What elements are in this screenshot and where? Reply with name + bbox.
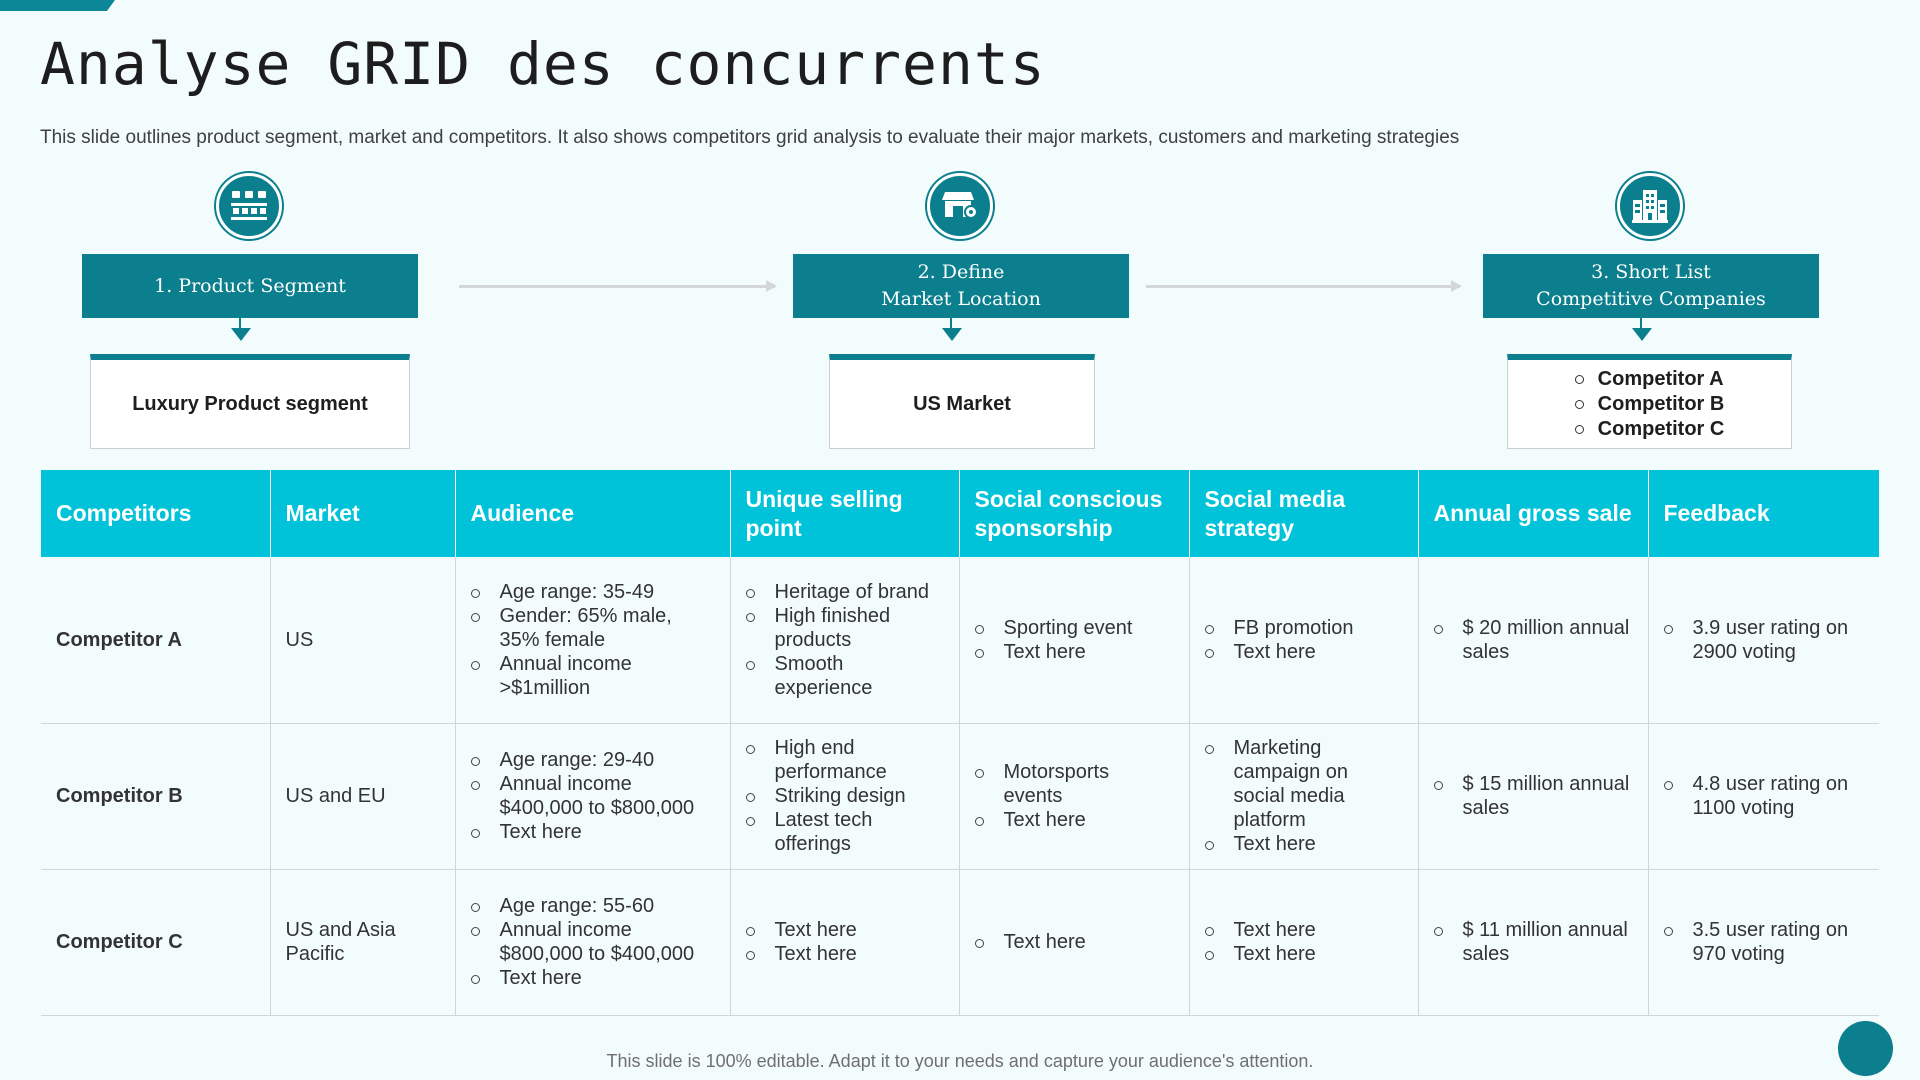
feedback-cell: 4.8 user rating on 1100 voting — [1648, 723, 1879, 869]
usp-cell: High end performance Striking design Latest tech offerings — [730, 723, 959, 869]
table-row — [41, 723, 1879, 869]
competitor-cell: Competitor B — [41, 723, 270, 869]
social-media-cell: Text here Text here — [1189, 869, 1418, 1015]
column-header: Unique selling point — [730, 470, 959, 557]
table-row — [41, 557, 1879, 723]
table-row — [41, 869, 1879, 1015]
market-location-value: US Market — [913, 392, 1011, 415]
audience-cell: Age range: 29-40 Annual income $400,000 to $800,000 Text here — [455, 723, 730, 869]
list-item: Competitor C — [1575, 417, 1725, 442]
corner-accent-bar — [0, 0, 115, 11]
gross-sale-cell: $ 15 million annual sales — [1418, 723, 1648, 869]
table-header-row — [41, 470, 1879, 557]
column-header: Social media strategy — [1189, 470, 1418, 557]
competitor-cell: Competitor C — [41, 869, 270, 1015]
usp-cell: Heritage of brand High finished products Smooth experience — [730, 557, 959, 723]
column-header: Competitors — [41, 470, 270, 557]
competitive-companies-box — [1507, 354, 1792, 449]
market-cell: US — [270, 557, 455, 723]
down-arrow-head — [231, 328, 251, 341]
competitor-grid-table — [41, 470, 1879, 1016]
product-segment-box — [90, 354, 410, 449]
audience-cell: Age range: 35-49 Gender: 65% male, 35% female Annual income >$1million — [455, 557, 730, 723]
market-cell: US and Asia Pacific — [270, 869, 455, 1015]
product-segment-icon — [216, 173, 282, 239]
feedback-cell: 3.5 user rating on 970 voting — [1648, 869, 1879, 1015]
gross-sale-cell: $ 20 million annual sales — [1418, 557, 1648, 723]
step-heading: 2. Define Market Location — [793, 254, 1129, 318]
page-indicator-dot — [1838, 1021, 1893, 1076]
audience-cell: Age range: 55-60 Annual income $800,000 to $400,000 Text here — [455, 869, 730, 1015]
competitor-list — [1575, 367, 1725, 442]
sponsorship-cell: Motorsports events Text here — [959, 723, 1189, 869]
column-header: Annual gross sale — [1418, 470, 1648, 557]
column-header: Social conscious sponsorship — [959, 470, 1189, 557]
flow-arrow-1 — [459, 285, 775, 288]
column-header: Market — [270, 470, 455, 557]
page-title: Analyse GRID des concurrents — [40, 30, 1046, 98]
market-location-box — [829, 354, 1095, 449]
competitor-cell: Competitor A — [41, 557, 270, 723]
list-item: Competitor B — [1575, 392, 1725, 417]
list-item: Competitor A — [1575, 367, 1725, 392]
feedback-cell: 3.9 user rating on 2900 voting — [1648, 557, 1879, 723]
usp-cell: Text here Text here — [730, 869, 959, 1015]
step-heading: 3. Short List Competitive Companies — [1483, 254, 1819, 318]
down-arrow-head — [1632, 328, 1652, 341]
flow-arrow-2 — [1146, 285, 1460, 288]
market-cell: US and EU — [270, 723, 455, 869]
sponsorship-cell: Sporting event Text here — [959, 557, 1189, 723]
sponsorship-cell: Text here — [959, 869, 1189, 1015]
competitive-companies-icon — [1617, 173, 1683, 239]
social-media-cell: FB promotion Text here — [1189, 557, 1418, 723]
column-header: Audience — [455, 470, 730, 557]
social-media-cell: Marketing campaign on social media platform Text here — [1189, 723, 1418, 869]
column-header: Feedback — [1648, 470, 1879, 557]
market-location-icon — [927, 173, 993, 239]
step-heading: 1. Product Segment — [82, 254, 418, 318]
gross-sale-cell: $ 11 million annual sales — [1418, 869, 1648, 1015]
page-subtitle: This slide outlines product segment, market and competitors. It also shows competitors grid analysis to evaluate their major markets, customers and marketing strategies — [40, 127, 1460, 148]
product-segment-value: Luxury Product segment — [132, 392, 368, 415]
down-arrow-head — [942, 328, 962, 341]
footer-note: This slide is 100% editable. Adapt it to your needs and capture your audience's attention. — [606, 1051, 1314, 1071]
